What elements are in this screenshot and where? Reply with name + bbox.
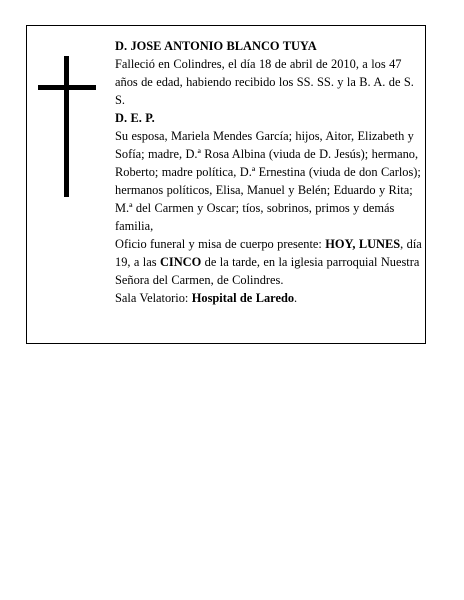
death-statement: Falleció en Colindres, el día 18 de abril de 2010, a los 47 años de edad, habiendo recibido los SS. SS. y la B. A. de S. S. — [115, 57, 414, 107]
wake-info — [115, 289, 425, 307]
cross-horizontal-bar — [38, 85, 96, 90]
wake-prefix: Sala Velatorio: — [115, 291, 192, 305]
wake-place: Hospital de Laredo — [191, 291, 295, 305]
funeral-time: CINCO — [159, 255, 202, 269]
family-list: Su esposa, Mariela Mendes García; hijos, Aitor, Elizabeth y Sofía; madre, D.ª Rosa Albina (viuda de D. Jesús); hermano, Roberto; madre política, D.ª Ernestina (viuda de don Carlos); hermanos políticos, Elisa, Manuel y Belén; Eduardo y Rita; M.ª del Carmen y Oscar; tíos, sobrinos, primos y demás familia, — [115, 129, 421, 233]
funeral-day: HOY, LUNES — [325, 237, 401, 251]
rest-in-peace: D. E. P. — [115, 111, 155, 125]
wake-suffix: . — [294, 291, 298, 305]
funeral-info — [115, 235, 425, 289]
cross-vertical-bar — [64, 56, 69, 197]
obituary-text — [115, 37, 425, 307]
funeral-middle: , día 19, a las — [115, 237, 422, 269]
deceased-name: D. JOSE ANTONIO BLANCO TUYA — [115, 39, 317, 53]
funeral-suffix: de la tarde, en la iglesia parroquial Nuestra Señora del Carmen, de Colindres. — [115, 255, 420, 287]
funeral-prefix: Oficio funeral y misa de cuerpo presente: — [115, 237, 326, 251]
